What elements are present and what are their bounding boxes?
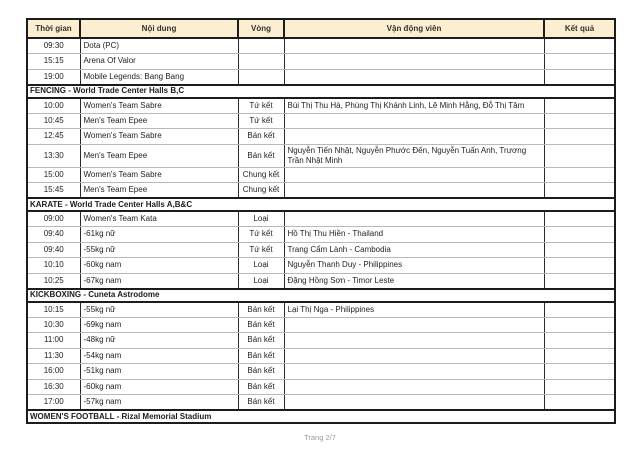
cell-content: Mobile Legends: Bang Bang [80, 69, 238, 85]
column-header-athletes: Vận động viên [284, 19, 544, 38]
cell-content: -51kg nam [80, 364, 238, 380]
cell-round: Bán kết [238, 348, 284, 364]
cell-round [238, 54, 284, 70]
section-header-row [27, 85, 615, 98]
table-row [27, 167, 615, 183]
cell-result [544, 113, 615, 129]
cell-result [544, 183, 615, 199]
cell-content: Women's Team Sabre [80, 129, 238, 145]
column-header-round: Vòng [238, 19, 284, 38]
table-row [27, 98, 615, 114]
table-row [27, 113, 615, 129]
section-header-row [27, 198, 615, 211]
schedule-table-body [27, 38, 615, 423]
cell-athletes [284, 379, 544, 395]
cell-result [544, 395, 615, 411]
cell-athletes: Nguyễn Tiến Nhật, Nguyễn Phước Đến, Nguyễn Tuấn Anh, Trương Trần Nhật Minh [284, 144, 544, 167]
table-row [27, 364, 615, 380]
table-row [27, 242, 615, 258]
cell-athletes [284, 167, 544, 183]
cell-content: -55kg nữ [80, 302, 238, 318]
cell-result [544, 144, 615, 167]
cell-time: 10:10 [27, 258, 80, 274]
cell-athletes [284, 129, 544, 145]
cell-result [544, 379, 615, 395]
cell-content: -48kg nữ [80, 333, 238, 349]
cell-content: Dota (PC) [80, 38, 238, 54]
cell-round: Tứ kết [238, 98, 284, 114]
cell-content: -67kg nam [80, 273, 238, 289]
cell-athletes: Nguyễn Thanh Duy - Philippines [284, 258, 544, 274]
cell-round: Tứ kết [238, 242, 284, 258]
cell-round: Loại [238, 211, 284, 227]
cell-content: -60kg nam [80, 258, 238, 274]
cell-content: -57kg nam [80, 395, 238, 411]
cell-athletes [284, 348, 544, 364]
cell-time: 16:00 [27, 364, 80, 380]
cell-content: -55kg nữ [80, 242, 238, 258]
cell-athletes [284, 317, 544, 333]
table-row [27, 379, 615, 395]
cell-time: 09:40 [27, 242, 80, 258]
cell-result [544, 333, 615, 349]
table-row [27, 317, 615, 333]
header-row [27, 19, 615, 38]
cell-round: Tứ kết [238, 113, 284, 129]
column-header-result: Kết quả [544, 19, 615, 38]
cell-result [544, 317, 615, 333]
cell-content: -54kg nam [80, 348, 238, 364]
table-row [27, 183, 615, 199]
cell-time: 09:30 [27, 38, 80, 54]
cell-athletes [284, 333, 544, 349]
cell-athletes [284, 54, 544, 70]
section-header-row [27, 410, 615, 423]
cell-content: Arena Of Valor [80, 54, 238, 70]
table-row [27, 273, 615, 289]
table-row [27, 211, 615, 227]
cell-round: Loại [238, 273, 284, 289]
cell-time: 11:30 [27, 348, 80, 364]
cell-result [544, 302, 615, 318]
cell-result [544, 69, 615, 85]
table-row [27, 54, 615, 70]
cell-round: Bán kết [238, 302, 284, 318]
cell-round: Bán kết [238, 144, 284, 167]
cell-time: 15:15 [27, 54, 80, 70]
cell-time: 10:25 [27, 273, 80, 289]
cell-time: 11:00 [27, 333, 80, 349]
cell-time: 09:00 [27, 211, 80, 227]
schedule-table-header [27, 19, 615, 38]
cell-round [238, 69, 284, 85]
cell-content: -69kg nam [80, 317, 238, 333]
cell-round: Bán kết [238, 317, 284, 333]
table-row [27, 258, 615, 274]
cell-athletes [284, 38, 544, 54]
cell-round: Bán kết [238, 333, 284, 349]
cell-round [238, 38, 284, 54]
cell-result [544, 364, 615, 380]
cell-time: 13:30 [27, 144, 80, 167]
cell-result [544, 129, 615, 145]
cell-result [544, 242, 615, 258]
cell-athletes: Đặng Hồng Sơn - Timor Leste [284, 273, 544, 289]
cell-round: Tứ kết [238, 227, 284, 243]
section-header-title: FENCING - World Trade Center Halls B,C [27, 85, 615, 98]
cell-athletes [284, 69, 544, 85]
cell-result [544, 98, 615, 114]
section-header-row [27, 289, 615, 302]
cell-time: 19:00 [27, 69, 80, 85]
cell-content: Women's Team Kata [80, 211, 238, 227]
cell-result [544, 54, 615, 70]
cell-result [544, 167, 615, 183]
section-header-title: KARATE - World Trade Center Halls A,B&C [27, 198, 615, 211]
cell-time: 17:00 [27, 395, 80, 411]
cell-round: Chung kết [238, 167, 284, 183]
cell-round: Bán kết [238, 364, 284, 380]
cell-result [544, 348, 615, 364]
column-header-content: Nội dung [80, 19, 238, 38]
cell-result [544, 273, 615, 289]
cell-athletes [284, 183, 544, 199]
table-row [27, 302, 615, 318]
cell-athletes: Trang Cẩm Lành - Cambodia [284, 242, 544, 258]
cell-round: Bán kết [238, 129, 284, 145]
cell-content: -61kg nữ [80, 227, 238, 243]
cell-content: -60kg nam [80, 379, 238, 395]
cell-round: Bán kết [238, 395, 284, 411]
cell-athletes [284, 364, 544, 380]
cell-content: Men's Team Epee [80, 144, 238, 167]
section-header-title: WOMEN'S FOOTBALL - Rizal Memorial Stadium [27, 410, 615, 423]
schedule-table [26, 18, 616, 424]
page-number: Trang 2/7 [304, 433, 336, 442]
cell-athletes [284, 211, 544, 227]
cell-time: 10:15 [27, 302, 80, 318]
table-row [27, 227, 615, 243]
cell-time: 12:45 [27, 129, 80, 145]
cell-time: 16:30 [27, 379, 80, 395]
table-row [27, 333, 615, 349]
cell-time: 15:00 [27, 167, 80, 183]
table-row [27, 395, 615, 411]
cell-athletes [284, 395, 544, 411]
cell-athletes: Lại Thị Nga - Philippines [284, 302, 544, 318]
cell-time: 10:30 [27, 317, 80, 333]
cell-time: 10:00 [27, 98, 80, 114]
cell-result [544, 227, 615, 243]
cell-round: Chung kết [238, 183, 284, 199]
cell-time: 10:45 [27, 113, 80, 129]
cell-content: Women's Team Sabre [80, 98, 238, 114]
table-row [27, 129, 615, 145]
table-row [27, 38, 615, 54]
cell-result [544, 258, 615, 274]
cell-result [544, 38, 615, 54]
cell-athletes: Hồ Thị Thu Hiền - Thailand [284, 227, 544, 243]
cell-round: Bán kết [238, 379, 284, 395]
cell-result [544, 211, 615, 227]
cell-time: 15:45 [27, 183, 80, 199]
cell-content: Women's Team Sabre [80, 167, 238, 183]
cell-content: Men's Team Epee [80, 183, 238, 199]
table-row [27, 69, 615, 85]
table-row [27, 144, 615, 167]
cell-round: Loại [238, 258, 284, 274]
section-header-title: KICKBOXING - Cuneta Astrodome [27, 289, 615, 302]
table-row [27, 348, 615, 364]
cell-time: 09:40 [27, 227, 80, 243]
column-header-time: Thời gian [27, 19, 80, 38]
cell-athletes: Bùi Thị Thu Hà, Phùng Thị Khánh Linh, Lê Minh Hằng, Đỗ Thị Tâm [284, 98, 544, 114]
cell-athletes [284, 113, 544, 129]
cell-content: Men's Team Epee [80, 113, 238, 129]
